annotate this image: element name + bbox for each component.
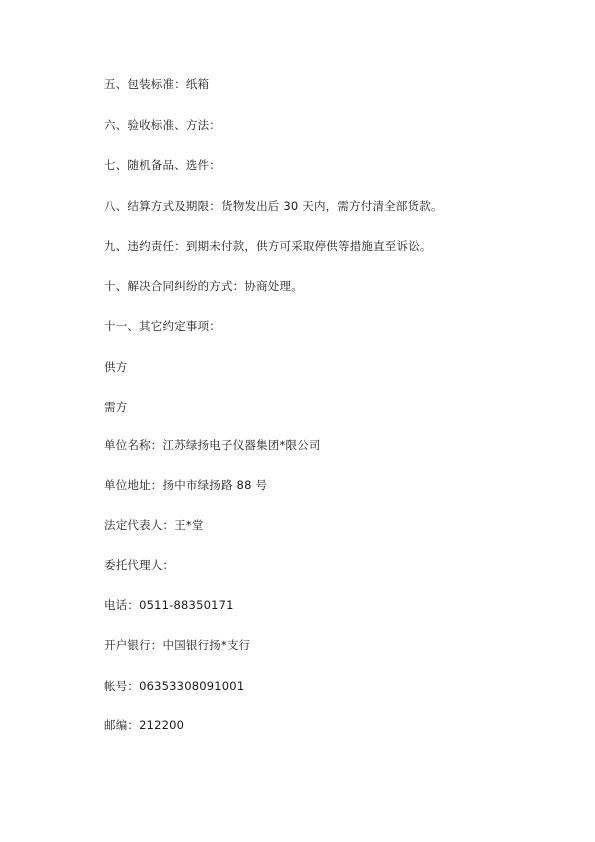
account-number: 帐号：06353308091001 (104, 679, 245, 693)
company-name: 单位名称：江苏绿扬电子仪器集团*限公司 (104, 438, 321, 452)
buyer-heading: 需方 (104, 400, 128, 414)
clause-other-matters: 十一、其它约定事项： (104, 319, 221, 333)
company-address: 单位地址：扬中市绿扬路 88 号 (104, 478, 268, 492)
clause-acceptance: 六、验收标准、方法： (104, 118, 221, 132)
authorized-agent: 委托代理人： (104, 558, 175, 572)
postal-code: 邮编：212200 (104, 718, 185, 732)
clause-spare-parts: 七、随机备品、选件： (104, 158, 221, 172)
clause-packaging: 五、包装标准：纸箱 (104, 77, 210, 91)
clause-settlement: 八、结算方式及期限：货物发出后 30 天内，需方付清全部货款。 (104, 199, 443, 213)
supplier-heading: 供方 (104, 360, 128, 374)
phone-number: 电话：0511-88350171 (104, 598, 234, 612)
clause-disputes: 十、解决合同纠纷的方式：协商处理。 (104, 279, 303, 293)
clause-liability: 九、违约责任：到期未付款，供方可采取停供等措施直至诉讼。 (104, 239, 432, 253)
bank-name: 开户银行：中国银行扬*支行 (104, 638, 251, 652)
legal-representative: 法定代表人：王*堂 (104, 518, 204, 532)
